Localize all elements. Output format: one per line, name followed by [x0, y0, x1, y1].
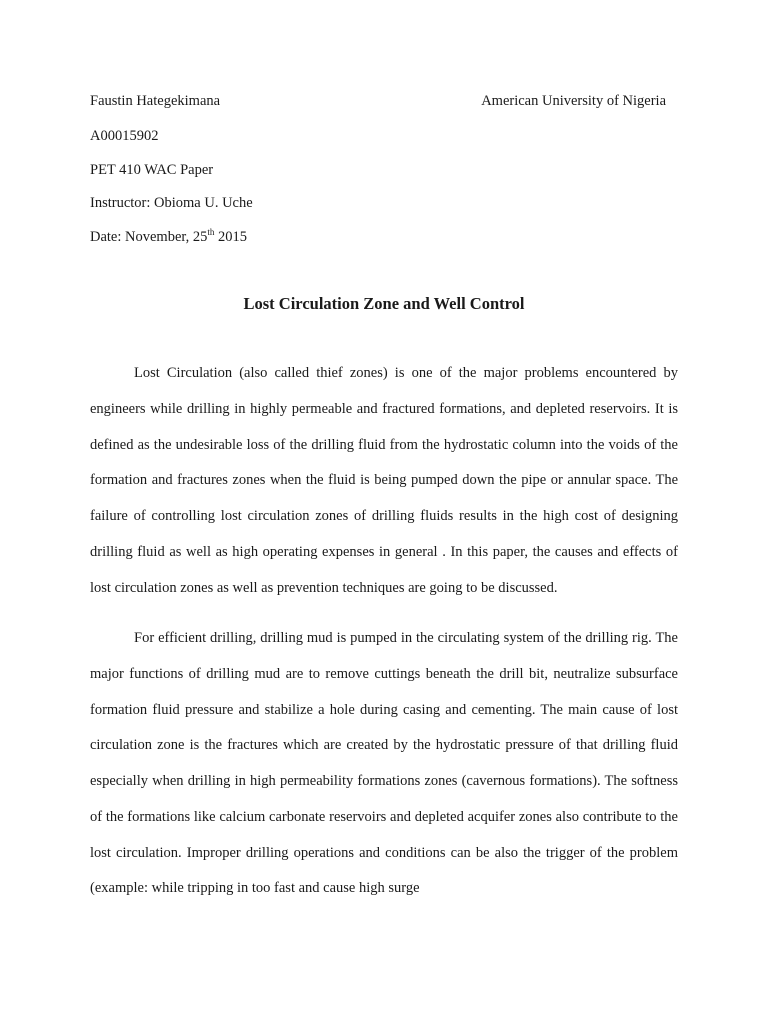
- date-prefix: Date: November, 25: [90, 229, 208, 245]
- course-name: PET 410 WAC Paper: [90, 162, 214, 178]
- institution-name: American University of Nigeria: [481, 93, 666, 109]
- paper-title: Lost Circulation Zone and Well Control: [243, 294, 525, 313]
- student-id: A00015902: [90, 128, 159, 144]
- body-paragraph-2: For efficient drilling, drilling mud is pumped in the circulating system of the drilling rig. The major functions of drilling mud are to remove cuttings beneath the drill bit, neutralize subsurface formation fluid pressure and stabilize a hole during casing and cementing. The main cause of lost circulation zone is the fractures which are created by the hydrostatic pressure of that drilling fluid especially when drilling in high permeability formations zones (cavernous formations). The softness of the formations like calcium carbonate reservoirs and depleted acquifer zones also contribute to the lost circulation. Improper drilling operations and conditions can be also the trigger of the problem (example: while tripping in too fast and cause high surge: [90, 630, 678, 897]
- instructor-line: Instructor: Obioma U. Uche: [90, 195, 253, 211]
- author-name: Faustin Hategekimana: [90, 93, 221, 109]
- date-line: [90, 228, 247, 246]
- date-ordinal-suffix: th: [207, 227, 215, 237]
- date-year: 2015: [214, 229, 248, 245]
- body-paragraph-1: Lost Circulation (also called thief zones) is one of the major problems encountered by engineers while drilling in highly permeable and fractured formations, and depleted reservoirs. It is defined as the undesirable loss of the drilling fluid from the hydrostatic column into the voids of the formation and fractures zones when the fluid is being pumped down the pipe or annular space. The failure of controlling lost circulation zones of drilling fluids results in the high cost of designing drilling fluid as well as high operating expenses in general . In this paper, the causes and effects of lost circulation zones as well as prevention techniques are going to be discussed.: [90, 365, 678, 596]
